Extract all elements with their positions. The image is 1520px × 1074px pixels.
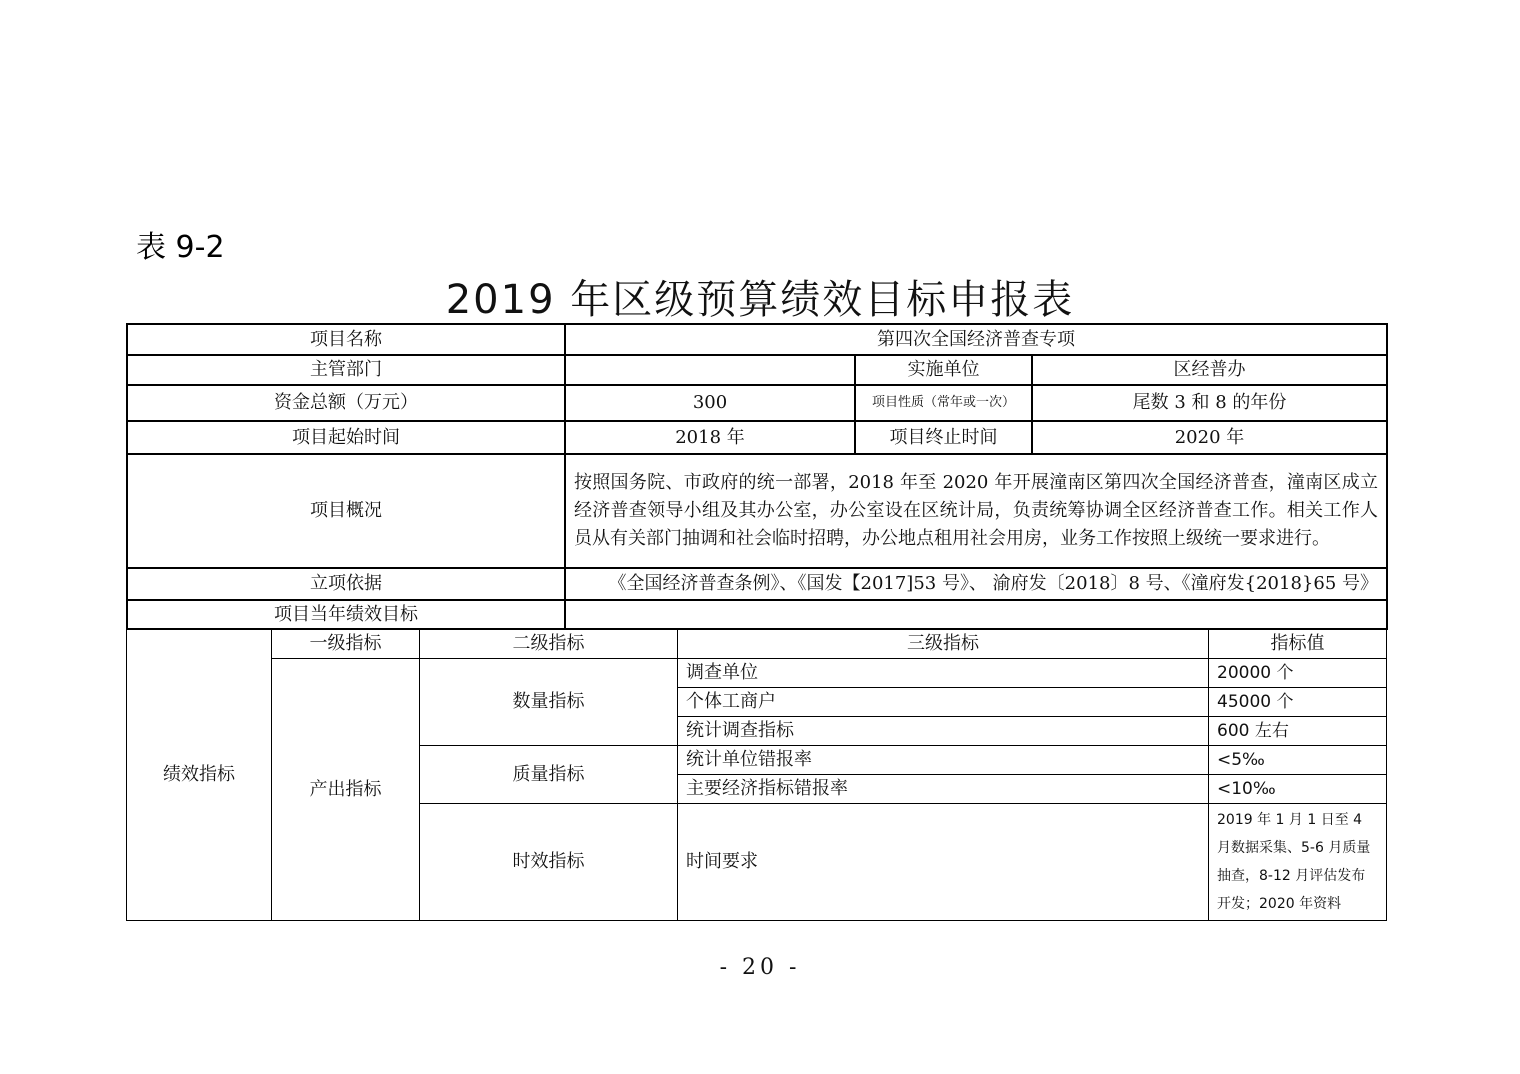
page-title: 2019 年区级预算绩效目标申报表: [445, 277, 1075, 323]
header-value: 指标值: [1209, 629, 1387, 659]
indicator-name: 统计调查指标: [678, 717, 1209, 746]
indicator-header-row: [127, 629, 1387, 659]
basis-label: 立项依据: [127, 568, 565, 600]
indicator-value: <5‰: [1209, 746, 1387, 775]
fund-label: 资金总额（万元）: [127, 385, 565, 421]
overview-label: 项目概况: [127, 454, 565, 568]
output-indicator: 产出指标: [272, 659, 420, 921]
indicator-table: [126, 628, 1387, 921]
project-name-label: 项目名称: [127, 324, 565, 355]
header-level3: 三级指标: [678, 629, 1209, 659]
fund-value: 300: [565, 385, 855, 421]
indicator-name: 时间要求: [678, 804, 1209, 921]
goal-label: 项目当年绩效目标: [127, 600, 565, 629]
table-number-label: 表 9-2: [136, 230, 225, 265]
nature-label: 项目性质（常年或一次）: [855, 385, 1032, 421]
basis-value: 《全国经济普查条例》、《国发【2017]53 号》、 渝府发〔2018〕8 号、《潼府发{2018}65 号》: [565, 568, 1387, 600]
dept-value: [565, 355, 855, 385]
end-label: 项目终止时间: [855, 421, 1032, 454]
page-number: - 20 -: [719, 955, 801, 980]
indicator-value: 2019 年 1 月 1 日至 4 月数据采集、5-6 月质量抽查，8-12 月评估发布开发；2020 年资料: [1209, 804, 1387, 921]
dept-row: [127, 355, 1387, 385]
indicator-value: 20000 个: [1209, 659, 1387, 688]
start-label: 项目起始时间: [127, 421, 565, 454]
quantity-indicator: 数量指标: [420, 659, 678, 746]
project-name-row: [127, 324, 1387, 355]
end-value: 2020 年: [1032, 421, 1387, 454]
unit-value: 区经普办: [1032, 355, 1387, 385]
goal-value: [565, 600, 1387, 629]
indicator-name: 个体工商户: [678, 688, 1209, 717]
timeliness-indicator: 时效指标: [420, 804, 678, 921]
indicator-name: 统计单位错报率: [678, 746, 1209, 775]
overview-row: [127, 454, 1387, 568]
period-row: [127, 421, 1387, 454]
goal-row: [127, 600, 1387, 629]
table-row: [127, 659, 1387, 688]
fund-row: [127, 385, 1387, 421]
dept-label: 主管部门: [127, 355, 565, 385]
indicator-value: 600 左右: [1209, 717, 1387, 746]
overview-value: 按照国务院、市政府的统一部署，2018 年至 2020 年开展潼南区第四次全国经济普查，潼南区成立经济普查领导小组及其办公室，办公室设在区统计局，负责统筹协调全区经济普查工作。相关工作人员从有关部门抽调和社会临时招聘，办公地点租用社会用房，业务工作按照上级统一要求进行。: [565, 454, 1387, 568]
nature-value: 尾数 3 和 8 的年份: [1032, 385, 1387, 421]
indicator-value: <10‰: [1209, 775, 1387, 804]
header-level1: 一级指标: [272, 629, 420, 659]
unit-label: 实施单位: [855, 355, 1032, 385]
indicator-name: 主要经济指标错报率: [678, 775, 1209, 804]
basis-row: [127, 568, 1387, 600]
project-name-value: 第四次全国经济普查专项: [565, 324, 1387, 355]
header-level2: 二级指标: [420, 629, 678, 659]
performance-category: 绩效指标: [127, 629, 272, 921]
indicator-name: 调查单位: [678, 659, 1209, 688]
project-info-table: [126, 323, 1388, 630]
indicator-value: 45000 个: [1209, 688, 1387, 717]
start-value: 2018 年: [565, 421, 855, 454]
quality-indicator: 质量指标: [420, 746, 678, 804]
